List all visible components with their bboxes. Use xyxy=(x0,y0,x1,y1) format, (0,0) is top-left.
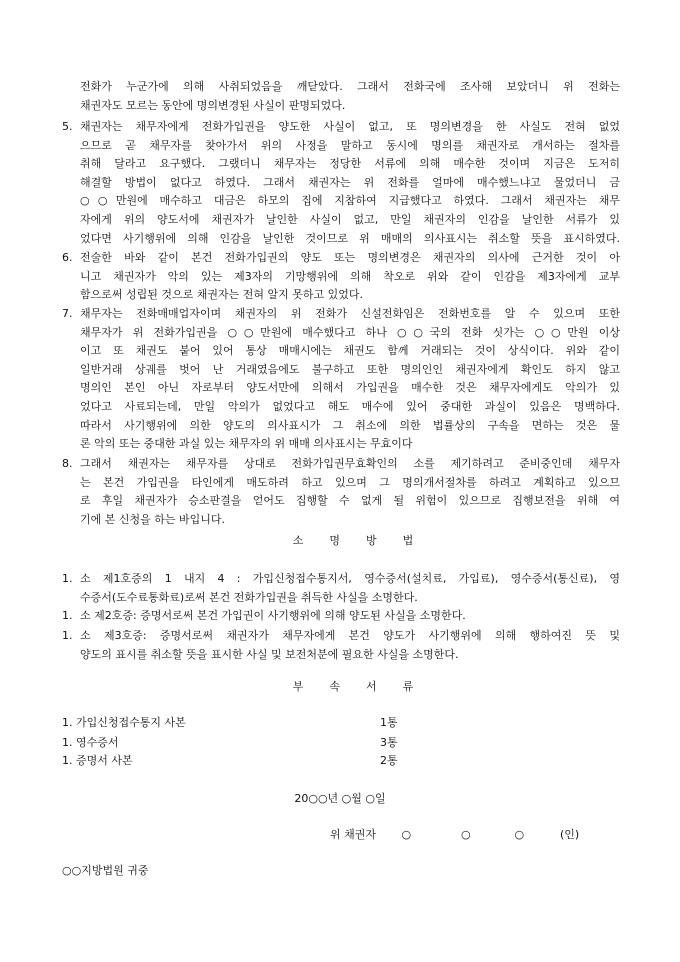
text-line: 소 제3호증: 증명서로써 채권자가 채무자에게 본건 양도가 사기행위에 의해 행하여진 뜻 및 xyxy=(80,629,620,642)
text-line: 었다고 사료되는데, 만일 악의가 없었다고 해도 매수에 있어 중대한 과실이 있음은 명백하다. xyxy=(80,399,620,413)
text-line: 전화가 누군가에 의해 사취되었음을 깨닫았다. 그래서 전화국에 조사해 보았더니 위 전화는 xyxy=(80,80,620,93)
text-line: 는 본건 가입권을 타인에게 매도하려 하고 있으며 그 명의개서절차를 하려고 계획하고 있으므 xyxy=(80,475,620,489)
text-line: 었다면 사기행위에 의해 인감을 날인한 것이므로 위 매매의 의사표시는 취소할 뜻을 표시하였다. xyxy=(80,231,620,245)
item-6-paragraph xyxy=(80,249,620,305)
attachment-name: 1. 증명서 사본 xyxy=(62,754,133,767)
signature-label: 위 채권자 xyxy=(330,828,377,841)
text-line: 명의인 본인 아닌 자로부터 양도서만에 의해서 가입권을 매수한 것은 채무자에게도 악의가 있 xyxy=(80,381,620,395)
text-line: 양도의 표시를 취소할 뜻을 표시한 사실 및 보전처분에 필요한 사실을 소명한다. xyxy=(80,647,459,661)
attachment-count: 1통 xyxy=(380,716,398,729)
seal-mark: (인) xyxy=(560,828,580,841)
text-line: 론 악의 또는 중대한 과실 있는 채무자의 위 매매 의사표시는 무효이다 xyxy=(80,437,413,451)
proof-number: 1. xyxy=(62,572,73,585)
intro-paragraph xyxy=(80,78,620,115)
text-line: 채권자는 채무자에게 전화가입권을 양도한 사실이 없고, 또 명의변경을 한 사실도 전혀 없었 xyxy=(80,120,620,133)
text-line: 채권자도 모르는 동안에 명의변경된 사실이 판명되었다. xyxy=(80,98,346,112)
text-line: 일반거래 상궤를 벗어 난 거래였음에도 불구하고 또한 명의인인 채권자에게 확인도 하지 않고 xyxy=(80,362,620,376)
name-mark: ○ xyxy=(461,828,471,841)
attachment-count: 2통 xyxy=(380,754,398,767)
text-line: 따라서 사기행위에 의한 양도의 의사표시가 그 취소에 의한 법률상의 구속을 면하는 것은 물 xyxy=(80,418,620,432)
text-line: 니고 채권자가 악의 있는 제3자의 기망행위에 의해 착오로 위와 같이 인감을 제3자에게 교부 xyxy=(80,269,620,283)
text-line: 전술한 바와 같이 본건 전화가입권의 양도 또는 명의변경은 채권자의 의사에 근거한 것이 아 xyxy=(80,251,620,264)
text-line: 자에게 위의 양도서에 채권자가 날인한 사실이 없고, 만일 채권자의 인감을 날인한 서류가 있 xyxy=(80,212,620,226)
text-line: 수증서(도수료통화료)로써 본건 전화가입권을 취득한 사실을 소명한다. xyxy=(80,590,418,604)
text-line: 기에 본 신청을 하는 바입니다. xyxy=(80,512,225,526)
text-line: 취해 달라고 요구했다. 그랬더니 채무자는 정당한 서류에 의해 매수한 것이며 지금은 도저히 xyxy=(80,157,620,171)
proof-number: 1. xyxy=(62,609,73,622)
proof-number: 1. xyxy=(62,629,73,642)
item-number: 7. xyxy=(62,307,73,320)
attachment-name: 1. 영수증서 xyxy=(62,736,119,749)
text-line: 소 제2호증: 증명서로써 본건 가입권이 사기행위에 의해 양도된 사실을 소명한다. xyxy=(80,609,466,622)
document-date: 20○○년 ○월 ○일 xyxy=(294,792,386,805)
proof-2-paragraph xyxy=(80,607,620,626)
name-mark: ○ xyxy=(514,828,525,841)
text-line: 채무자가 위 전화가입권을 ○○만원에 매수했다고 하나 ○○국의 전화 싯가는 ○○만원 이상 xyxy=(80,325,620,339)
text-line: 함으로써 성립된 것으로 채권자는 전혀 알지 못하고 있었다. xyxy=(80,288,363,302)
text-line: 그래서 채권자는 채무자를 상대로 전화가입권무효확인의 소를 제기하려고 준비중인데 채무자 xyxy=(80,457,620,470)
text-line: 소 제1호증의 1 내지 4 : 가입신청접수통지서, 영수증서(설치료, 가입료), 영수증서(통신료), 영 xyxy=(80,572,620,585)
text-line: 해결할 방법이 없다고 하였다. 그래서 채권자는 위 전화를 얼마에 매수했느냐고 물었더니 금 xyxy=(80,175,620,189)
item-7-paragraph xyxy=(80,305,620,454)
text-line: 이고 또 채권도 붙어 있어 통상 매매시에는 채권도 함께 거래되는 것이 상식이다. 위와 같이 xyxy=(80,344,620,358)
proof-1-paragraph xyxy=(80,570,620,607)
item-number: 8. xyxy=(62,457,73,470)
court-addressee: ○○지방법원 귀중 xyxy=(62,864,149,877)
signature-line xyxy=(330,826,579,844)
attachment-count: 3통 xyxy=(380,736,398,749)
text-line: 로 후일 채권자가 승소판결을 얻어도 집행할 수 없게 될 위험이 있으므로 집행보전을 위해 여 xyxy=(80,494,620,508)
attachments-heading: 부속서류 xyxy=(292,680,440,693)
item-5-paragraph xyxy=(80,118,620,248)
text-line: 채무자는 전화매매업자이며 채권자의 위 전화가 신설전화임은 전화번호를 알 수 있으며 또한 xyxy=(80,307,620,320)
item-8-paragraph xyxy=(80,455,620,529)
proof-3-paragraph xyxy=(80,627,620,664)
name-mark: ○ xyxy=(401,828,412,841)
proof-heading: 소명방법 xyxy=(292,534,440,547)
text-line: ○○만원에 매수하고 대금은 하모의 집에 지참하여 지급했다고 하였다. 그래서 채권자는 채무 xyxy=(80,194,620,208)
text-line: 으므로 곧 채무자를 찾아가서 위의 사정을 말하고 동시에 명의를 채권자로 개서하는 절차를 xyxy=(80,138,620,152)
item-number: 5. xyxy=(62,120,73,133)
item-number: 6. xyxy=(62,251,73,264)
attachment-name: 1. 가입신청접수통지 사본 xyxy=(62,716,186,729)
